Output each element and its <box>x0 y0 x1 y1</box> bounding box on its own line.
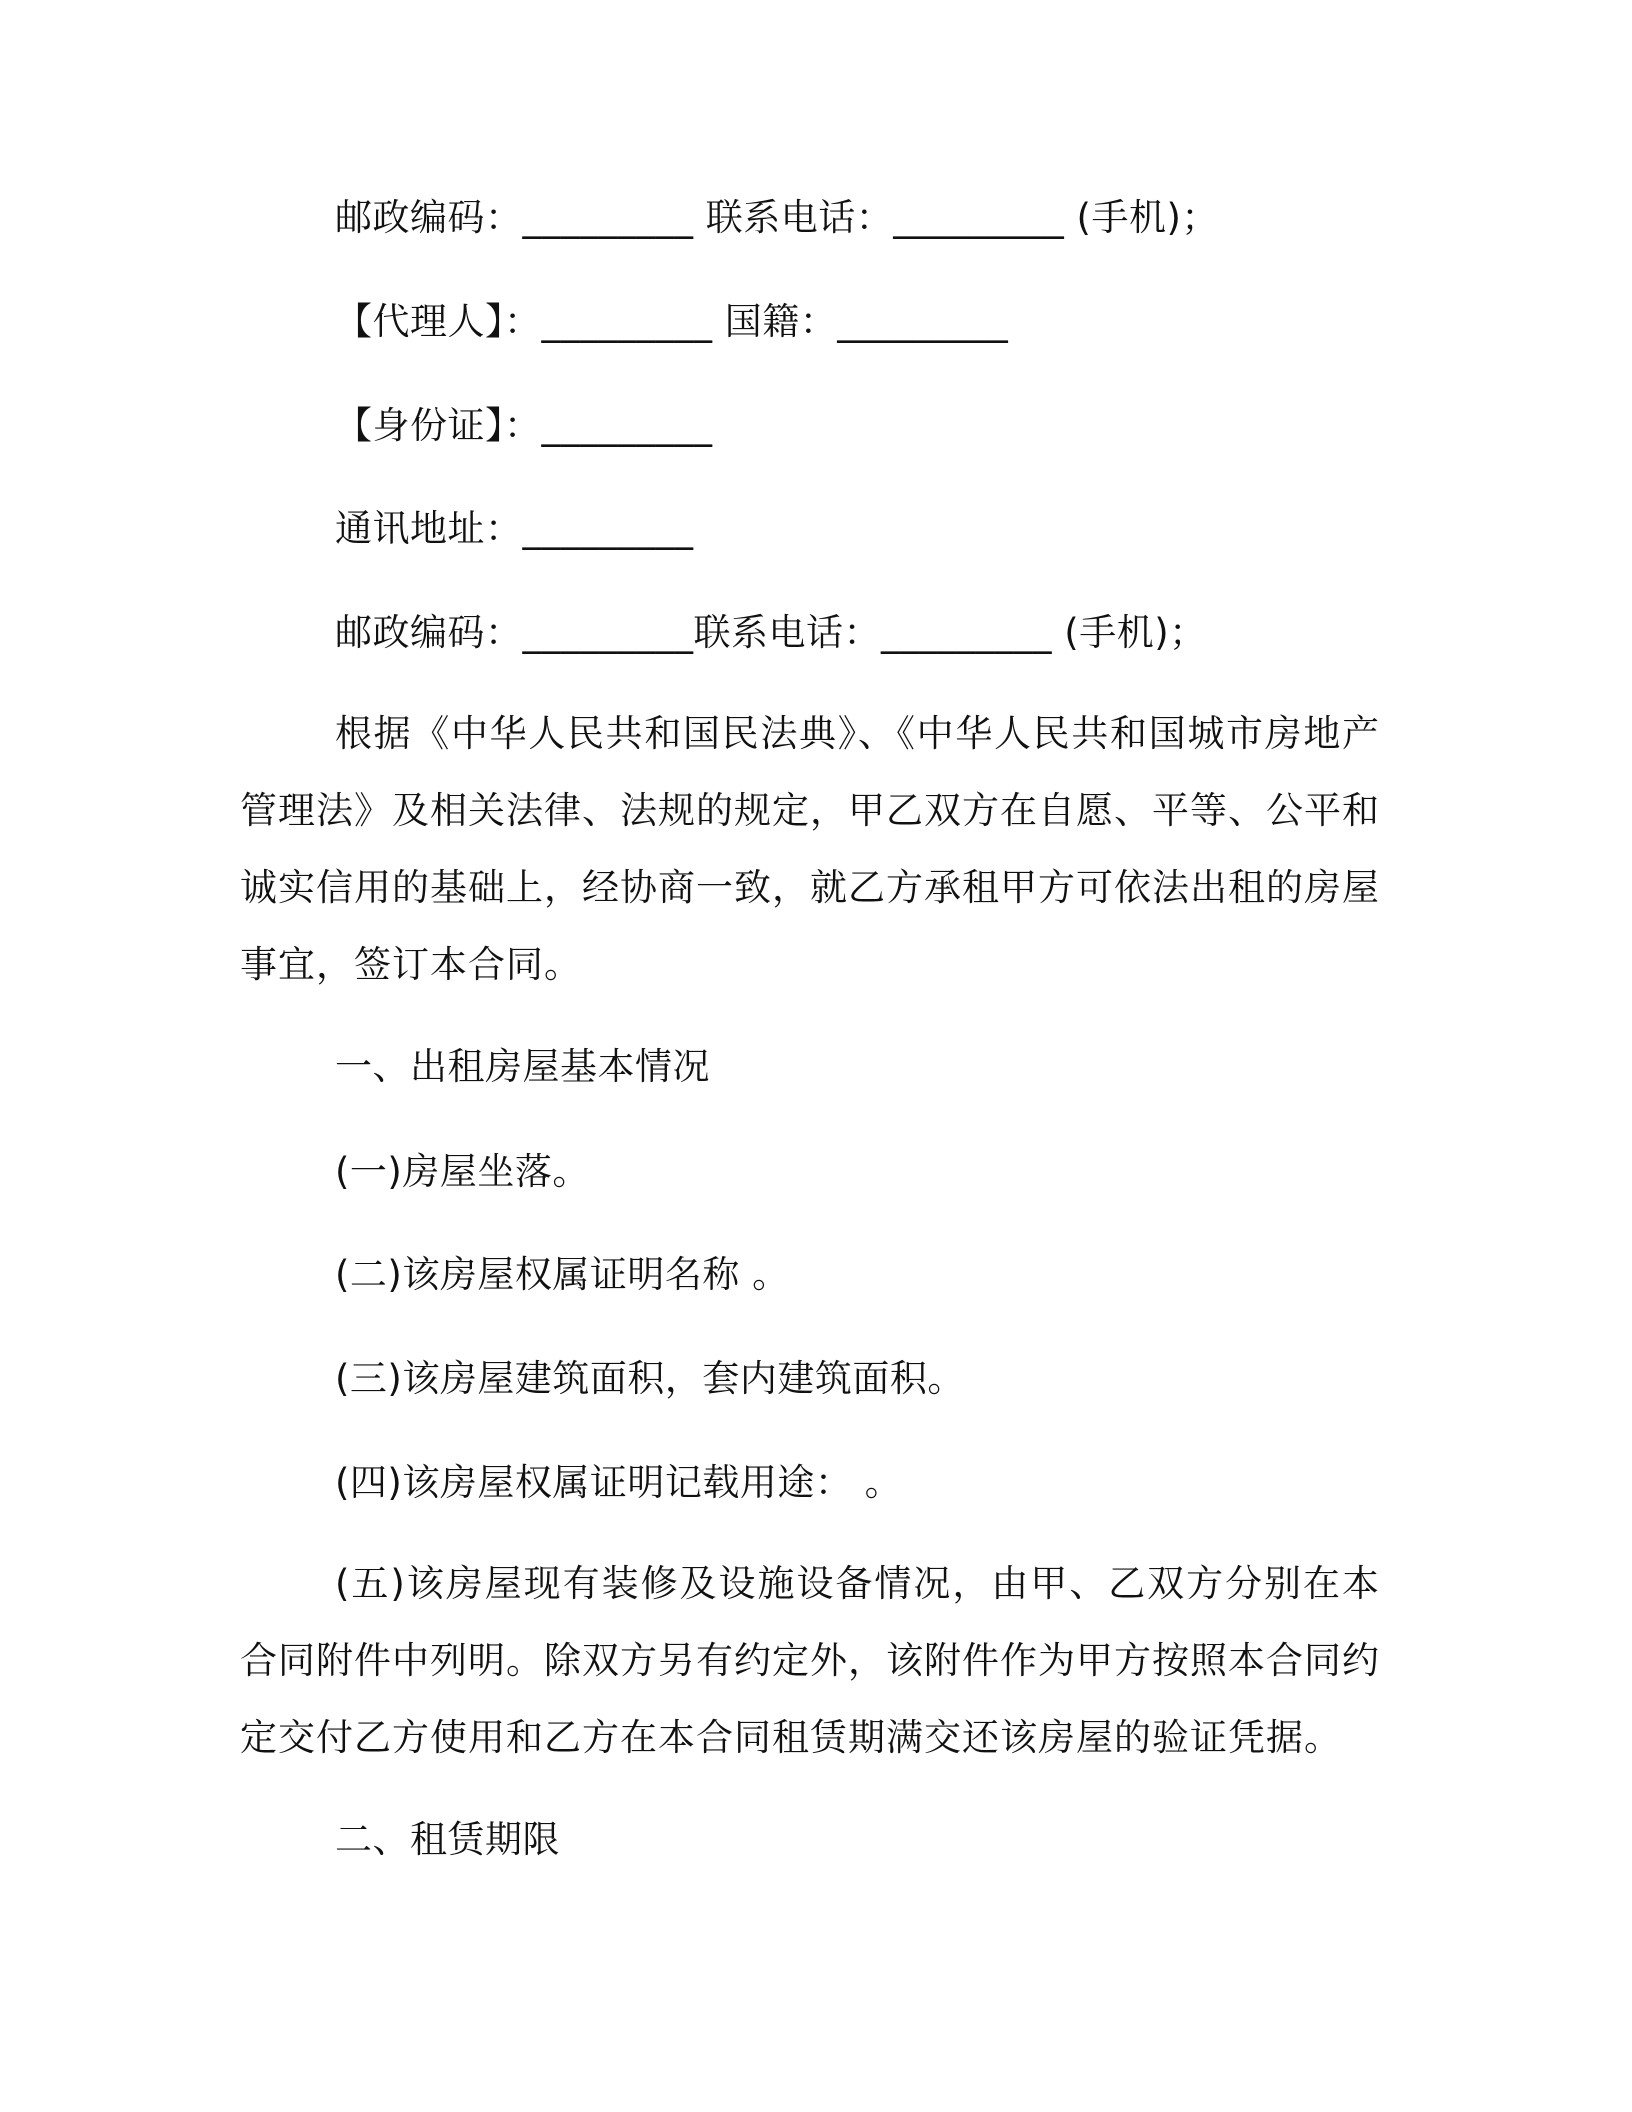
preamble-paragraph: 根据《中华人民共和国民法典》、《中华人民共和国城市房地产管理法》及相关法律、法规的规定，甲乙双方在自愿、平等、公平和诚实信用的基础上，经协商一致，就乙方承租甲方可依法出租的房屋事宜，签订本合同。 <box>240 712 1380 986</box>
item-4: (四)该房屋权属证明记载用途： 。 <box>335 1461 903 1504</box>
postal-phone-line-1: 邮政编码：_________ 联系电话：_________ (手机)； <box>335 196 1219 239</box>
item-3: (三)该房屋建筑面积，套内建筑面积。 <box>335 1357 965 1400</box>
id-card-line: 【身份证】：_________ <box>335 404 713 447</box>
item-5-paragraph: (五)该房屋现有装修及设施设备情况，由甲、乙双方分别在本合同附件中列明。除双方另有约定外，该附件作为甲方按照本合同约定交付乙方使用和乙方在本合同租赁期满交还该房屋的验证凭据。 <box>240 1562 1380 1759</box>
address-line: 通讯地址：_________ <box>335 507 694 550</box>
section-heading-1: 一、出租房屋基本情况 <box>335 1045 710 1088</box>
section-heading-2: 二、租赁期限 <box>335 1818 560 1861</box>
item-2: (二)该房屋权属证明名称 。 <box>335 1253 790 1296</box>
agent-nationality-line: 【代理人】：_________ 国籍：_________ <box>335 300 1009 343</box>
postal-phone-line-2: 邮政编码：_________联系电话：_________ (手机)； <box>335 611 1207 654</box>
item-1: (一)房屋坐落。 <box>335 1150 590 1193</box>
